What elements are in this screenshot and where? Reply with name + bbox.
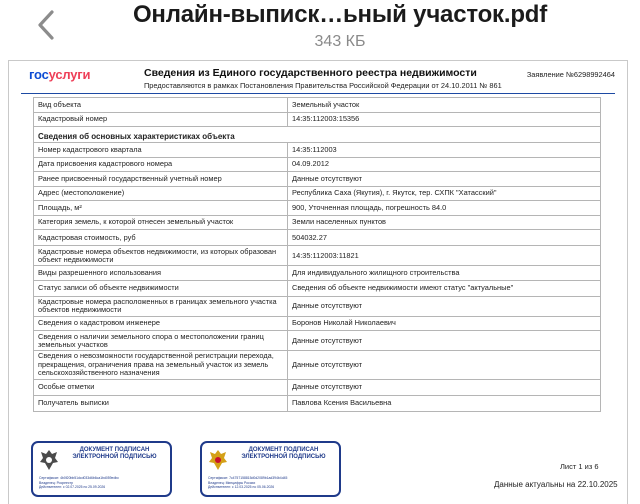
table-row (34, 331, 601, 351)
row-label: Площадь, м² (34, 201, 288, 216)
row-value: Павлова Ксения Васильевна (288, 395, 601, 411)
section-row (34, 127, 601, 143)
cert-line: Сертификат: 7c4757158815d0d2089b1ad394b4d45 (208, 476, 288, 480)
section-title: Сведения об основных характеристиках объекта (34, 127, 601, 143)
table-row (34, 112, 601, 127)
coat-of-arms-icon (38, 448, 60, 472)
row-value: Сведения об объекте недвижимости имеют статус "актуальные" (288, 280, 601, 296)
row-value: Данные отсутствуют (288, 379, 601, 395)
property-info-table (33, 97, 601, 412)
row-value: Боронов Николай Николаевич (288, 316, 601, 331)
pdf-page (8, 60, 628, 504)
row-value: Земельный участок (288, 98, 601, 113)
table-row (34, 351, 601, 379)
certificate-info (208, 476, 335, 490)
file-size: 343 КБ (314, 33, 366, 50)
row-label: Кадастровые номера расположенных в границах земельного участка объектов недвижимости (34, 296, 288, 316)
row-label: Сведения о кадастровом инженере (34, 316, 288, 331)
table-row (34, 379, 601, 395)
row-value: 504032.27 (288, 230, 601, 246)
row-value: Республика Саха (Якутия), г. Якутск, тер. СХПК "Хатасский" (288, 186, 601, 201)
table-row (34, 215, 601, 230)
signature-stamp (31, 441, 172, 497)
logo-part-1: гос (29, 67, 49, 82)
table-row (34, 246, 601, 266)
row-value: 14:35:112003:11821 (288, 246, 601, 266)
row-label: Адрес (местоположение) (34, 186, 288, 201)
table-row (34, 230, 601, 246)
certificate-info (39, 476, 166, 490)
file-title: Онлайн-выписк…ьный участок.pdf (132, 1, 548, 28)
cert-line: Сертификат: 4b0f20bb51dcd033d6b6ca1bd059edbc (39, 476, 119, 480)
cert-line: Действителен: с 02.07.2025 по 25.09.2026 (39, 485, 106, 490)
table-row (34, 172, 601, 187)
row-value: Для индивидуального жилищного строительства (288, 266, 601, 281)
row-label: Ранее присвоенный государственный учетный номер (34, 172, 288, 187)
row-value: Данные отсутствуют (288, 331, 601, 351)
row-label: Получатель выписки (34, 395, 288, 411)
cert-line: Владелец: Росреестр (39, 480, 74, 485)
viewer-header (0, 0, 640, 60)
row-value: Данные отсутствуют (288, 172, 601, 187)
logo-part-2: услуги (48, 67, 91, 82)
actual-date: Данные актуальны на 22.10.2025 (494, 480, 618, 489)
row-label: Виды разрешенного использования (34, 266, 288, 281)
row-label: Категория земель, к которой отнесен земельный участок (34, 215, 288, 230)
row-value: 14:35:112003:15356 (288, 112, 601, 127)
table-row (34, 296, 601, 316)
row-label: Кадастровый номер (34, 112, 288, 127)
stamp-title: ДОКУМЕНТ ПОДПИСАН ЭЛЕКТРОННОЙ ПОДПИСЬЮ (241, 447, 326, 460)
row-label: Сведения о наличии земельного спора о местоположении границ земельных участков (34, 331, 288, 351)
table-row (34, 395, 601, 411)
table-row (34, 280, 601, 296)
row-label: Кадастровая стоимость, руб (34, 230, 288, 246)
row-value: 04.09.2012 (288, 157, 601, 172)
row-value: 900, Уточненная площадь, погрешность 84.0 (288, 201, 601, 216)
table-row (34, 266, 601, 281)
row-label: Статус записи об объекте недвижимости (34, 280, 288, 296)
page-number: Лист 1 из 6 (560, 462, 599, 471)
row-label: Сведения о невозможности государственной регистрации перехода, прекращения, ограничения права на земельный участок из земель сельскохозяйственного назначения (34, 351, 288, 379)
row-label: Дата присвоения кадастрового номера (34, 157, 288, 172)
row-label: Кадастровые номера объектов недвижимости, из которых образован объект недвижимости (34, 246, 288, 266)
table-row (34, 316, 601, 331)
table-row (34, 186, 601, 201)
coat-of-arms-gold-icon (207, 448, 229, 472)
gosuslugi-logo (29, 67, 90, 82)
stamp-title: ДОКУМЕНТ ПОДПИСАН ЭЛЕКТРОННОЙ ПОДПИСЬЮ (72, 447, 157, 460)
row-label: Номер кадастрового квартала (34, 143, 288, 158)
table-row (34, 98, 601, 113)
row-value: Данные отсутствуют (288, 296, 601, 316)
row-value: Данные отсутствуют (288, 351, 601, 379)
header-divider (21, 93, 615, 94)
row-value: Земли населенных пунктов (288, 215, 601, 230)
statement-number: Заявление №6298992464 (526, 70, 615, 79)
table-row (34, 201, 601, 216)
table-row (34, 143, 601, 158)
table-row (34, 157, 601, 172)
document-subheading: Предоставляются в рамках Постановления Правительства Российской Федерации от 24.10.2011 № 861 (144, 81, 502, 90)
cert-line: Владелец: Минцифры России (208, 480, 256, 485)
document-heading: Сведения из Единого государственного реестра недвижимости (144, 67, 477, 79)
signature-stamp (200, 441, 341, 497)
row-label: Вид объекта (34, 98, 288, 113)
cert-line: Действителен: с 12.03.2025 по 05.06.2026 (208, 485, 275, 490)
row-label: Особые отметки (34, 379, 288, 395)
row-value: 14:35:112003 (288, 143, 601, 158)
